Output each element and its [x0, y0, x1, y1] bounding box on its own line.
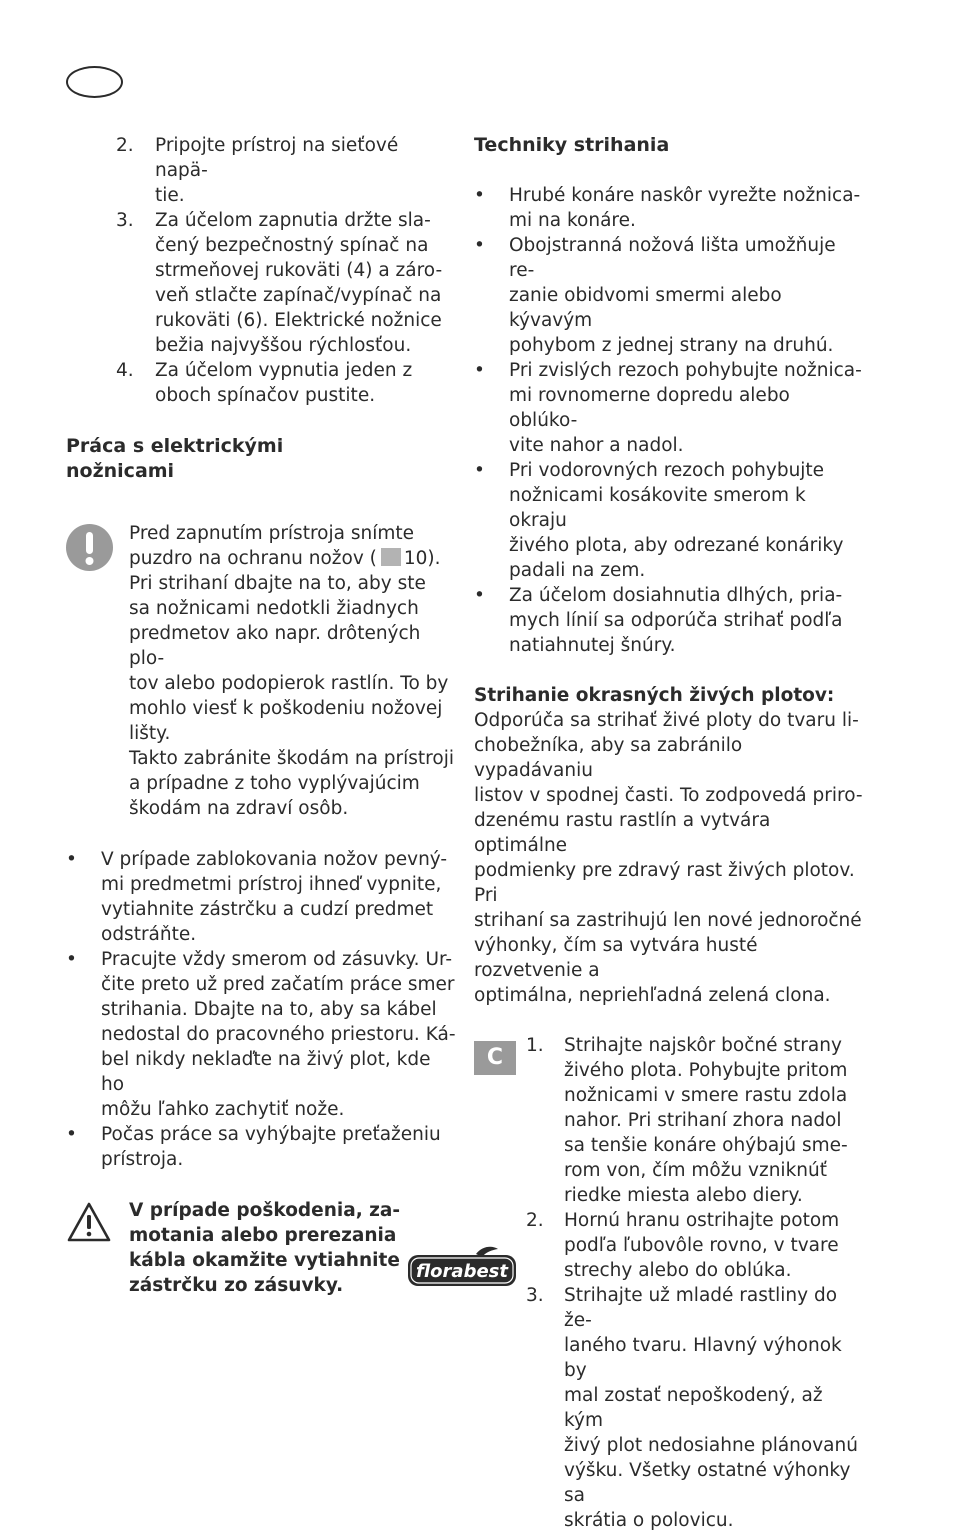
text-line: strechy alebo do oblúka. — [564, 1260, 792, 1281]
heading-line: nožnicami — [66, 460, 175, 482]
step-number: 4. — [116, 360, 134, 381]
step-4 — [66, 358, 456, 408]
step-2 — [66, 133, 456, 208]
hedge-step-1 — [474, 1033, 864, 1208]
text-line: veň stlačte zapínač/vypínač na — [155, 285, 442, 306]
text-line: Strihajte najskôr bočné strany — [564, 1035, 842, 1056]
text-line: Strihajte už mladé rastliny do že- — [564, 1285, 838, 1331]
text-line: Pri strihaní dbajte na to, aby ste — [129, 573, 426, 594]
ornamental-hedges-section — [474, 683, 864, 1008]
text-line: natiahnutej šnúry. — [509, 635, 676, 656]
text-line: oboch spínačov pustite. — [155, 385, 376, 406]
text-line: kábla okamžite vytiahnite — [129, 1250, 400, 1271]
bullet-item — [474, 183, 864, 233]
text-line: Hrubé konáre naskôr vyrežte nožnica- — [509, 185, 861, 206]
bullet-item — [66, 847, 456, 947]
text-line: V prípade poškodenia, za- — [129, 1200, 401, 1221]
attention-notice — [66, 521, 456, 821]
section-heading-techniques: Techniky strihania — [474, 134, 670, 156]
text-line: odstráňte. — [101, 924, 197, 945]
hedge-step-2 — [474, 1208, 864, 1283]
text-line: mi na konáre. — [509, 210, 636, 231]
text-line: Za účelom vypnutia jeden z — [155, 360, 413, 381]
text-line: dzenému rastu rastlín a vytvára optimálne — [474, 810, 771, 856]
text-line: čite preto už pred začatím práce smer — [101, 974, 455, 995]
text-line: tie. — [155, 185, 185, 206]
text-line: mohlo viesť k poškodeniu nožovej — [129, 698, 443, 719]
text-line: Počas práce sa vyhýbajte preťaženiu — [101, 1124, 441, 1145]
text-line: sa tenšie konáre ohýbajú sme- — [564, 1135, 848, 1156]
text-line: padali na zem. — [509, 560, 646, 581]
power-steps — [66, 133, 456, 408]
text-line: pohybom z jednej strany na druhú. — [509, 335, 834, 356]
step-number: 2. — [116, 135, 134, 156]
text-line: mi rovnomerne dopredu alebo oblúko- — [509, 385, 790, 431]
text-line: a prípadne z toho vyplývajúcim — [129, 773, 420, 794]
language-badge — [66, 66, 123, 98]
text-line: mych línií sa odporúča strihať podľa — [509, 610, 843, 631]
text-line: Hornú hranu ostrihajte potom — [564, 1210, 840, 1231]
text-line: vite nahor a nadol. — [509, 435, 684, 456]
subheading: Strihanie okrasných živých plotov: — [474, 685, 835, 706]
text-line: prístroja. — [101, 1149, 184, 1170]
text-line: bežia najvyššou rýchlosťou. — [155, 335, 412, 356]
text-line: môžu ľahko zachytiť nože. — [101, 1099, 345, 1120]
text-line: podľa ľubovôle rovno, v tvare — [564, 1235, 839, 1256]
text-line: skrátia o polovicu. — [564, 1510, 734, 1531]
text-line: strmeňovej rukoväti (4) a záro- — [155, 260, 443, 281]
text-line: tov alebo podopierok rastlín. To by — [129, 673, 449, 694]
electrical-warning — [66, 1198, 456, 1298]
step-3 — [66, 208, 456, 358]
text-line: lišty. — [129, 723, 171, 744]
bullet-icon: • — [474, 185, 485, 206]
text-line: mi predmetmi prístroj ihneď vypnite, — [101, 874, 442, 895]
text-line: bel nikdy neklaďte na živý plot, kde ho — [101, 1049, 431, 1095]
text-fragment: puzdro na ochranu nožov ( — [129, 548, 377, 569]
figure-reference-icon — [381, 548, 401, 566]
text-line: živého plota. Pohybujte pritom — [564, 1060, 848, 1081]
text-line: predmetov ako napr. drôtených plo- — [129, 623, 421, 669]
warning-triangle-icon — [66, 1201, 112, 1250]
text-line: motania alebo prerezania — [129, 1225, 397, 1246]
text-line: živý plot nedosiahne plánovanú — [564, 1435, 858, 1456]
step-number: 2. — [526, 1210, 544, 1231]
bullet-item — [474, 233, 864, 358]
text-line: optimálna, nepriehľadná zelená clona. — [474, 985, 831, 1006]
text-line: nahor. Pri strihaní zhora nadol — [564, 1110, 842, 1131]
text-line: rom von, čím môžu vzniknúť — [564, 1160, 827, 1181]
text-line: čený bezpečnostný spínač na — [155, 235, 429, 256]
text-line: vytiahnite zástrčku a cudzí predmet — [101, 899, 434, 920]
text-line: strihaní sa zastrihujú len nové jednoročné — [474, 910, 862, 931]
bullet-icon: • — [474, 360, 485, 381]
bullet-item — [66, 1122, 456, 1172]
work-bullets — [66, 847, 456, 1172]
text-line: sa nožnicami nedotkli žiadnych — [129, 598, 419, 619]
right-column — [474, 133, 864, 1533]
text-line: Za účelom dosiahnutia dlhých, pria- — [509, 585, 843, 606]
text-line: podmienky pre zdravý rast živých plotov. Pri — [474, 860, 855, 906]
step-number: 3. — [526, 1285, 544, 1306]
figure-c-instructions — [474, 1033, 864, 1533]
text-line: riedke miesta alebo diery. — [564, 1185, 803, 1206]
text-line: zanie obidvomi smermi alebo kývavým — [509, 285, 782, 331]
bullet-item — [66, 947, 456, 1122]
text-line: Odporúča sa strihať živé ploty do tvaru li- — [474, 710, 859, 731]
text-line: Pripojte prístroj na sieťové napä- — [155, 135, 399, 181]
figure-c-badge: C — [474, 1041, 516, 1075]
hedge-steps — [474, 1033, 864, 1533]
exclamation-icon — [66, 524, 113, 578]
text-line: zástrčku zo zásuvky. — [129, 1275, 344, 1296]
text-line: škodám na zdraví osôb. — [129, 798, 349, 819]
bullet-item — [474, 458, 864, 583]
text-line: Za účelom zapnutia držte sla- — [155, 210, 431, 231]
text-line: rukoväti (6). Elektrické nožnice — [155, 310, 442, 331]
text-line: výšku. Všetky ostatné výhonky sa — [564, 1460, 851, 1506]
bullet-icon: • — [474, 460, 485, 481]
text-line: Pred zapnutím prístroja snímte — [129, 523, 414, 544]
bullet-icon: • — [66, 1124, 77, 1145]
text-line: nožnicami kosákovite smerom k okraju — [509, 485, 806, 531]
text-line: V prípade zablokovania nožov pevný- — [101, 849, 448, 870]
text-line: výhonky, čím sa vytvára husté rozvetvenie a — [474, 935, 758, 981]
bullet-icon: • — [66, 849, 77, 870]
text-line: Takto zabránite škodám na prístroji — [129, 748, 454, 769]
text-line — [129, 546, 456, 571]
text-line: Pri zvislých rezoch pohybujte nožnica- — [509, 360, 862, 381]
bullet-icon: • — [474, 235, 485, 256]
text-line: nedostal do pracovného priestoru. Ká- — [101, 1024, 456, 1045]
bullet-icon: • — [474, 585, 485, 606]
step-number: 3. — [116, 210, 134, 231]
text-line: Pracujte vždy smerom od zásuvky. Ur- — [101, 949, 453, 970]
text-line: mal zostať nepoškodený, až kým — [564, 1385, 823, 1431]
bullet-item — [474, 583, 864, 658]
left-column — [66, 133, 456, 1298]
florabest-logo — [406, 1246, 518, 1288]
step-number: 1. — [526, 1035, 544, 1056]
technique-bullets — [474, 183, 864, 658]
bullet-item — [474, 358, 864, 458]
logo-text: florabest — [416, 1261, 508, 1282]
text-line: strihania. Dbajte na to, aby sa kábel — [101, 999, 437, 1020]
text-line: listov v spodnej časti. To zodpovedá priro- — [474, 785, 863, 806]
text-line: laného tvaru. Hlavný výhonok by — [564, 1335, 842, 1381]
section-heading-work — [66, 434, 456, 484]
text-line: nožnicami v smere rastu zdola — [564, 1085, 848, 1106]
text-fragment: 10). — [403, 548, 441, 569]
heading-line: Práca s elektrickými — [66, 435, 284, 457]
hedge-step-3 — [474, 1283, 864, 1533]
text-line: Pri vodorovných rezoch pohybujte — [509, 460, 825, 481]
text-line: chobežníka, aby sa zabránilo vypadávaniu — [474, 735, 743, 781]
text-line: živého plota, aby odrezané konáriky — [509, 535, 844, 556]
bullet-icon: • — [66, 949, 77, 970]
text-line: Obojstranná nožová lišta umožňuje re- — [509, 235, 836, 281]
